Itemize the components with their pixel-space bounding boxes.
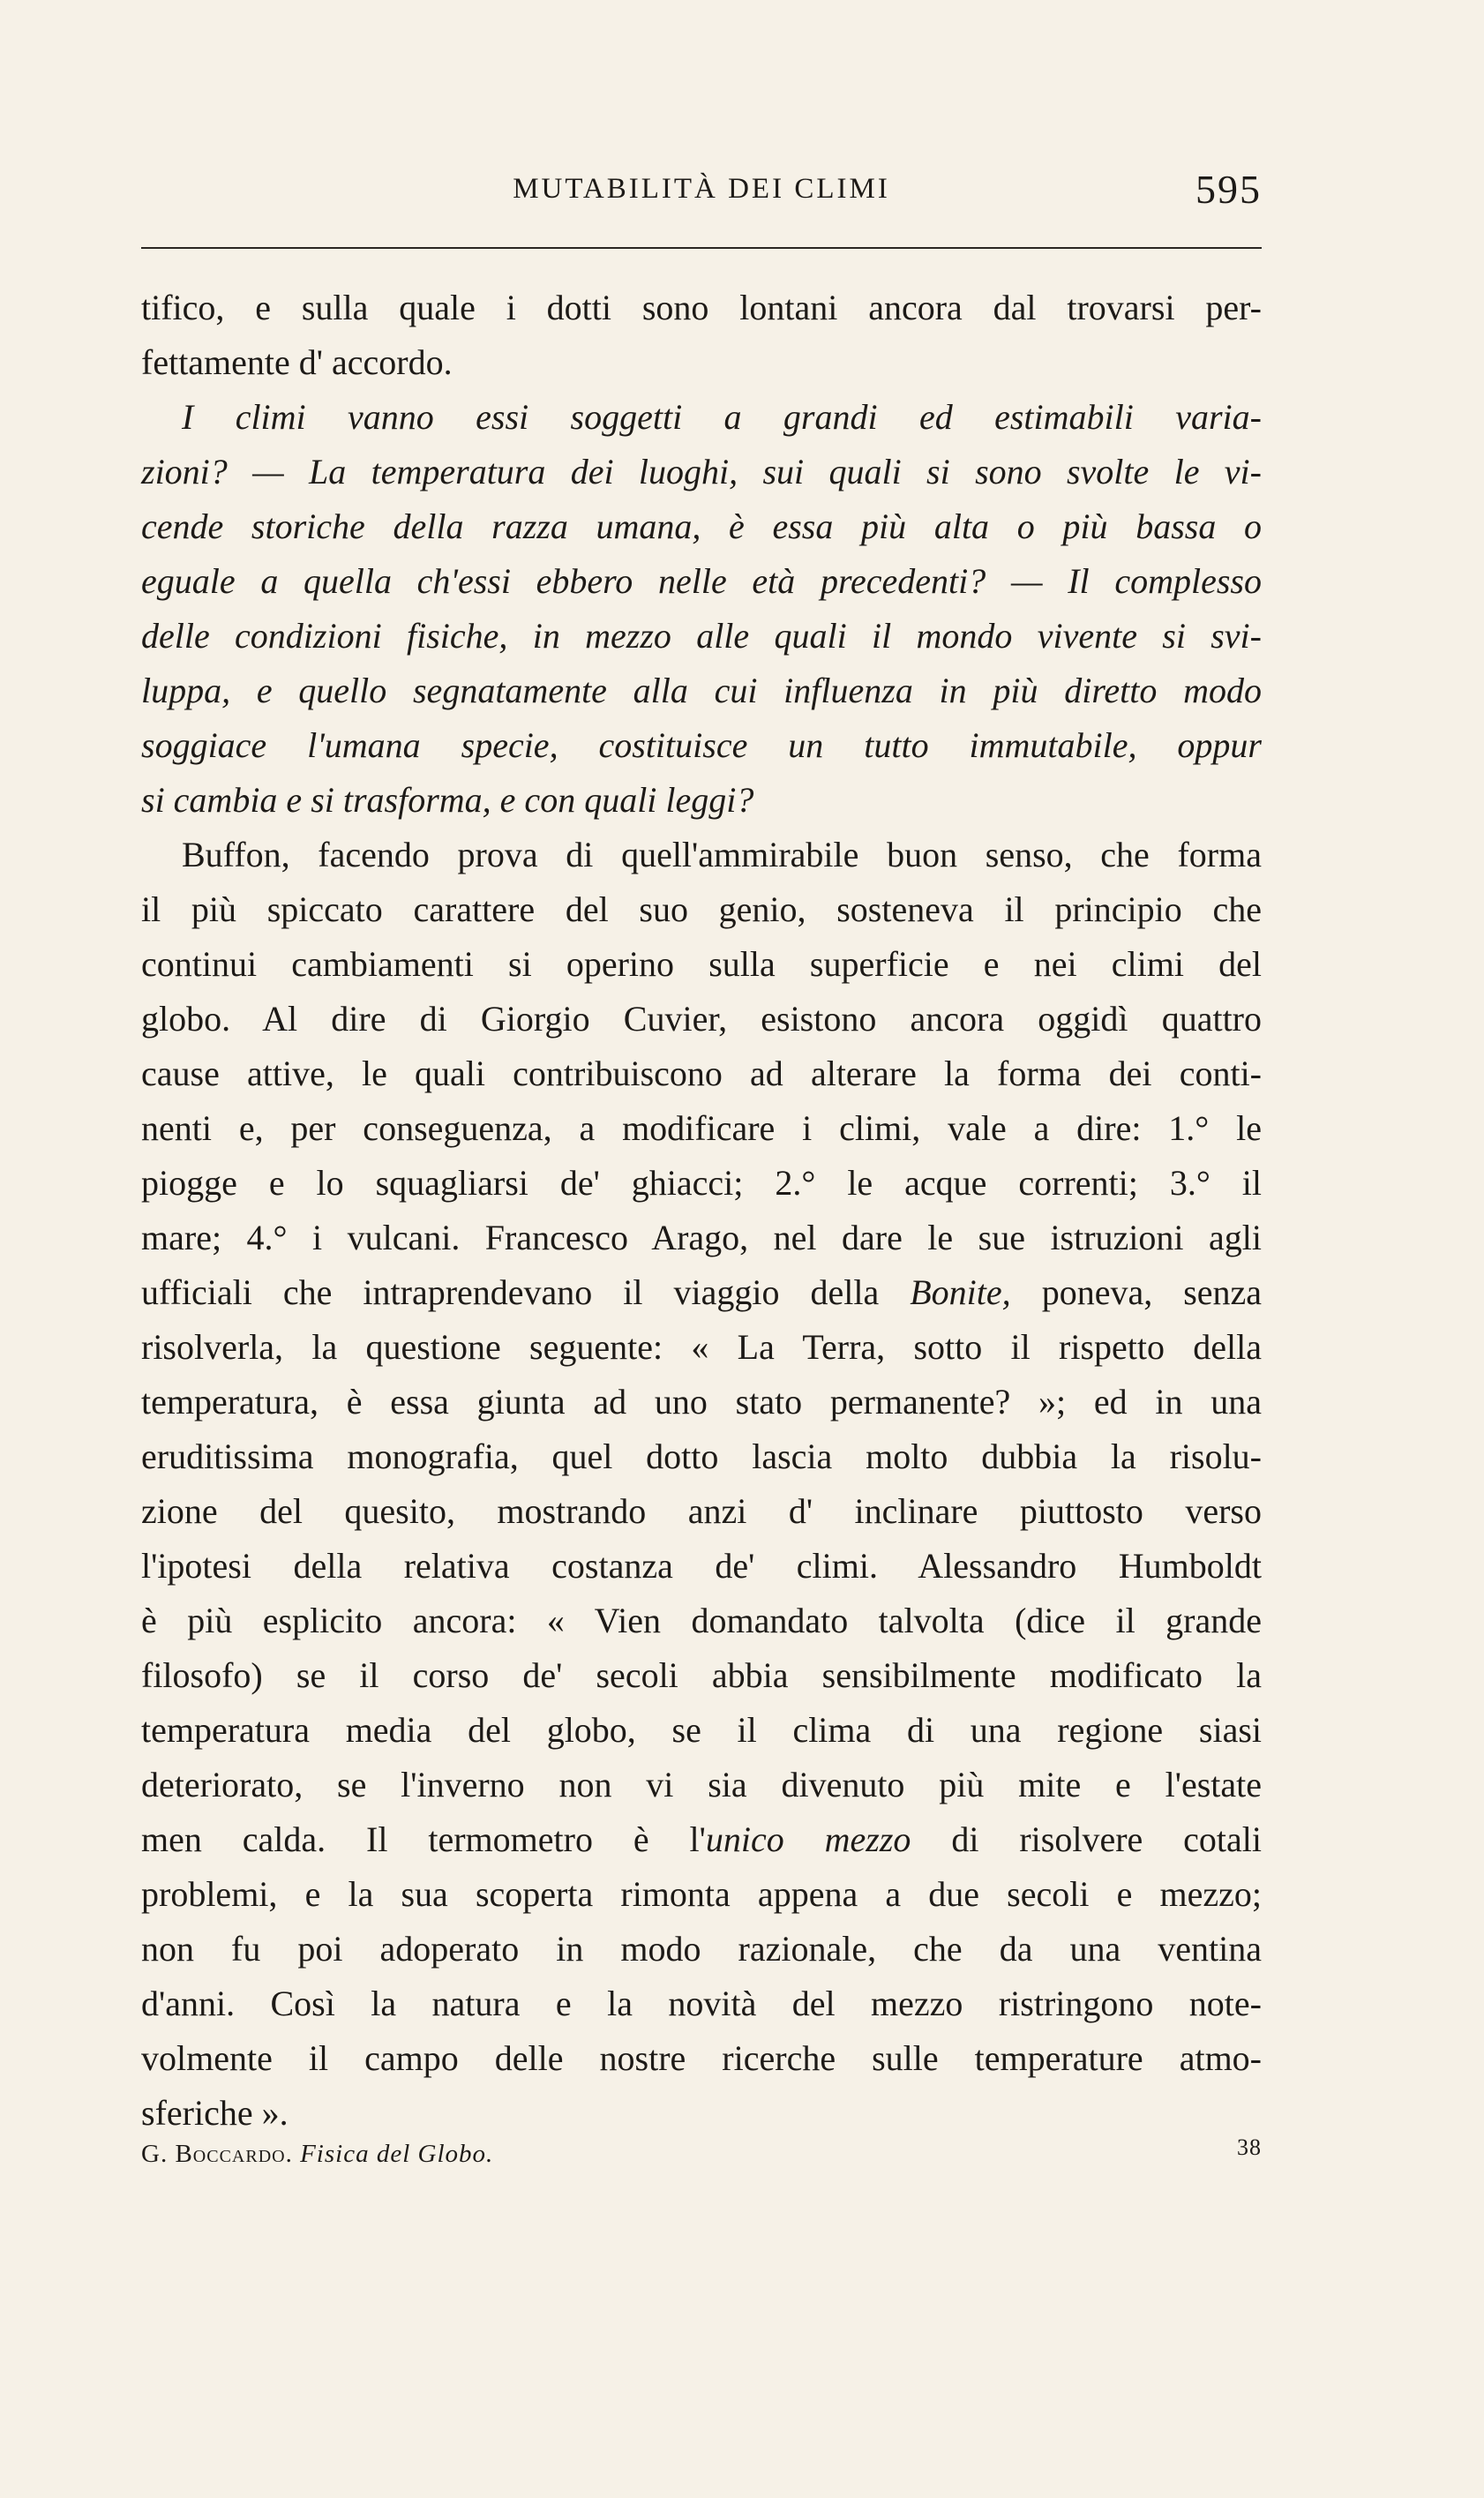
text-line: d'anni. Così la natura e la novità del mezzo ristringono note-	[141, 1984, 1262, 2023]
text-line: eruditissima monografia, quel dotto lascia molto dubbia la risolu-	[141, 1437, 1262, 1476]
text-line: globo. Al dire di Giorgio Cuvier, esistono ancora oggidì quattro	[141, 999, 1262, 1039]
text-line: cende storiche della razza umana, è essa più alta o più bassa o	[141, 506, 1262, 546]
text-line: I climi vanno essi soggetti a grandi ed estimabili varia-	[182, 397, 1262, 437]
text-line: mare; 4.° i vulcani. Francesco Arago, nel dare le sue istruzioni agli	[141, 1218, 1262, 1257]
text-line: fettamente d' accordo.	[141, 342, 453, 382]
text-segment: poneva, senza	[1041, 1272, 1263, 1312]
text-line: il più spiccato carattere del suo genio, sosteneva il principio che	[141, 889, 1262, 929]
text-line: tifico, e sulla quale i dotti sono lontani ancora dal trovarsi per-	[141, 288, 1262, 327]
text-segment: ufficiali che intraprendevano il viaggio della	[141, 1272, 880, 1312]
text-line: problemi, e la sua scoperta rimonta appena a due secoli e mezzo;	[141, 1874, 1262, 1914]
text-line: è più esplicito ancora: « Vien domandato talvolta (dice il grande	[141, 1601, 1262, 1640]
text-line: cause attive, le quali contribuiscono ad alterare la forma dei conti-	[141, 1054, 1262, 1093]
page-number: 595	[1195, 167, 1262, 212]
text-line: risolverla, la questione seguente: « La Terra, sotto il rispetto della	[141, 1327, 1262, 1367]
book-title: Fisica del Globo.	[300, 2140, 494, 2168]
text-segment: di risolvere cotali	[951, 1819, 1263, 1859]
text-line: non fu poi adoperato in modo razionale, che da una ventina	[141, 1929, 1262, 1969]
text-line: temperatura, è essa giunta ad uno stato permanente? »; ed in una	[141, 1382, 1262, 1422]
header-rule	[141, 247, 1262, 249]
text-segment: men calda. Il termometro è l'	[141, 1819, 706, 1859]
text-line	[141, 1812, 1262, 1867]
text-line: piogge e lo squagliarsi de' ghiacci; 2.° le acque correnti; 3.° il	[141, 1163, 1262, 1203]
text-line: Buffon, facendo prova di quell'ammirabile buon senso, che forma	[182, 835, 1262, 874]
author-surname: Boccardo.	[175, 2140, 293, 2168]
body-text	[141, 281, 1262, 2141]
text-line: si cambia e si trasforma, e con quali leggi?	[141, 780, 754, 820]
text-line: zioni? — La temperatura dei luoghi, sui quali si sono svolte le vi-	[141, 452, 1262, 491]
footer-author	[141, 2140, 493, 2169]
text-line: continui cambiamenti si operino sulla superficie e nei climi del	[141, 944, 1262, 984]
text-line: delle condizioni fisiche, in mezzo alle quali il mondo vivente si svi-	[141, 616, 1262, 656]
author-initial: G.	[141, 2140, 169, 2168]
signature-mark: 38	[1237, 2134, 1262, 2160]
text-line: volmente il campo delle nostre ricerche sulle temperature atmo-	[141, 2038, 1262, 2078]
ship-name: Bonite,	[910, 1272, 1011, 1312]
text-line: l'ipotesi della relativa costanza de' climi. Alessandro Humboldt	[141, 1546, 1262, 1586]
text-line: luppa, e quello segnatamente alla cui influenza in più diretto modo	[141, 671, 1262, 710]
text-line: deteriorato, se l'inverno non vi sia divenuto più mite e l'estate	[141, 1765, 1262, 1804]
text-line: temperatura media del globo, se il clima di una regione siasi	[141, 1710, 1262, 1750]
text-line: sferiche ».	[141, 2093, 289, 2133]
text-line: nenti e, per conseguenza, a modificare i climi, vale a dire: 1.° le	[141, 1108, 1262, 1148]
text-line: zione del quesito, mostrando anzi d' inclinare piuttosto verso	[141, 1491, 1262, 1531]
text-line: filosofo) se il corso de' secoli abbia sensibilmente modificato la	[141, 1655, 1262, 1695]
emphasis: unico mezzo	[705, 1819, 911, 1859]
running-head	[141, 166, 1262, 228]
page-footer	[141, 2134, 1262, 2184]
text-line: soggiace l'umana specie, costituisce un tutto immutabile, oppur	[141, 725, 1262, 765]
text-line: eguale a quella ch'essi ebbero nelle età precedenti? — Il complesso	[141, 561, 1262, 601]
running-title: MUTABILITÀ DEI CLIMI	[513, 173, 890, 205]
text-line	[141, 1265, 1262, 1320]
